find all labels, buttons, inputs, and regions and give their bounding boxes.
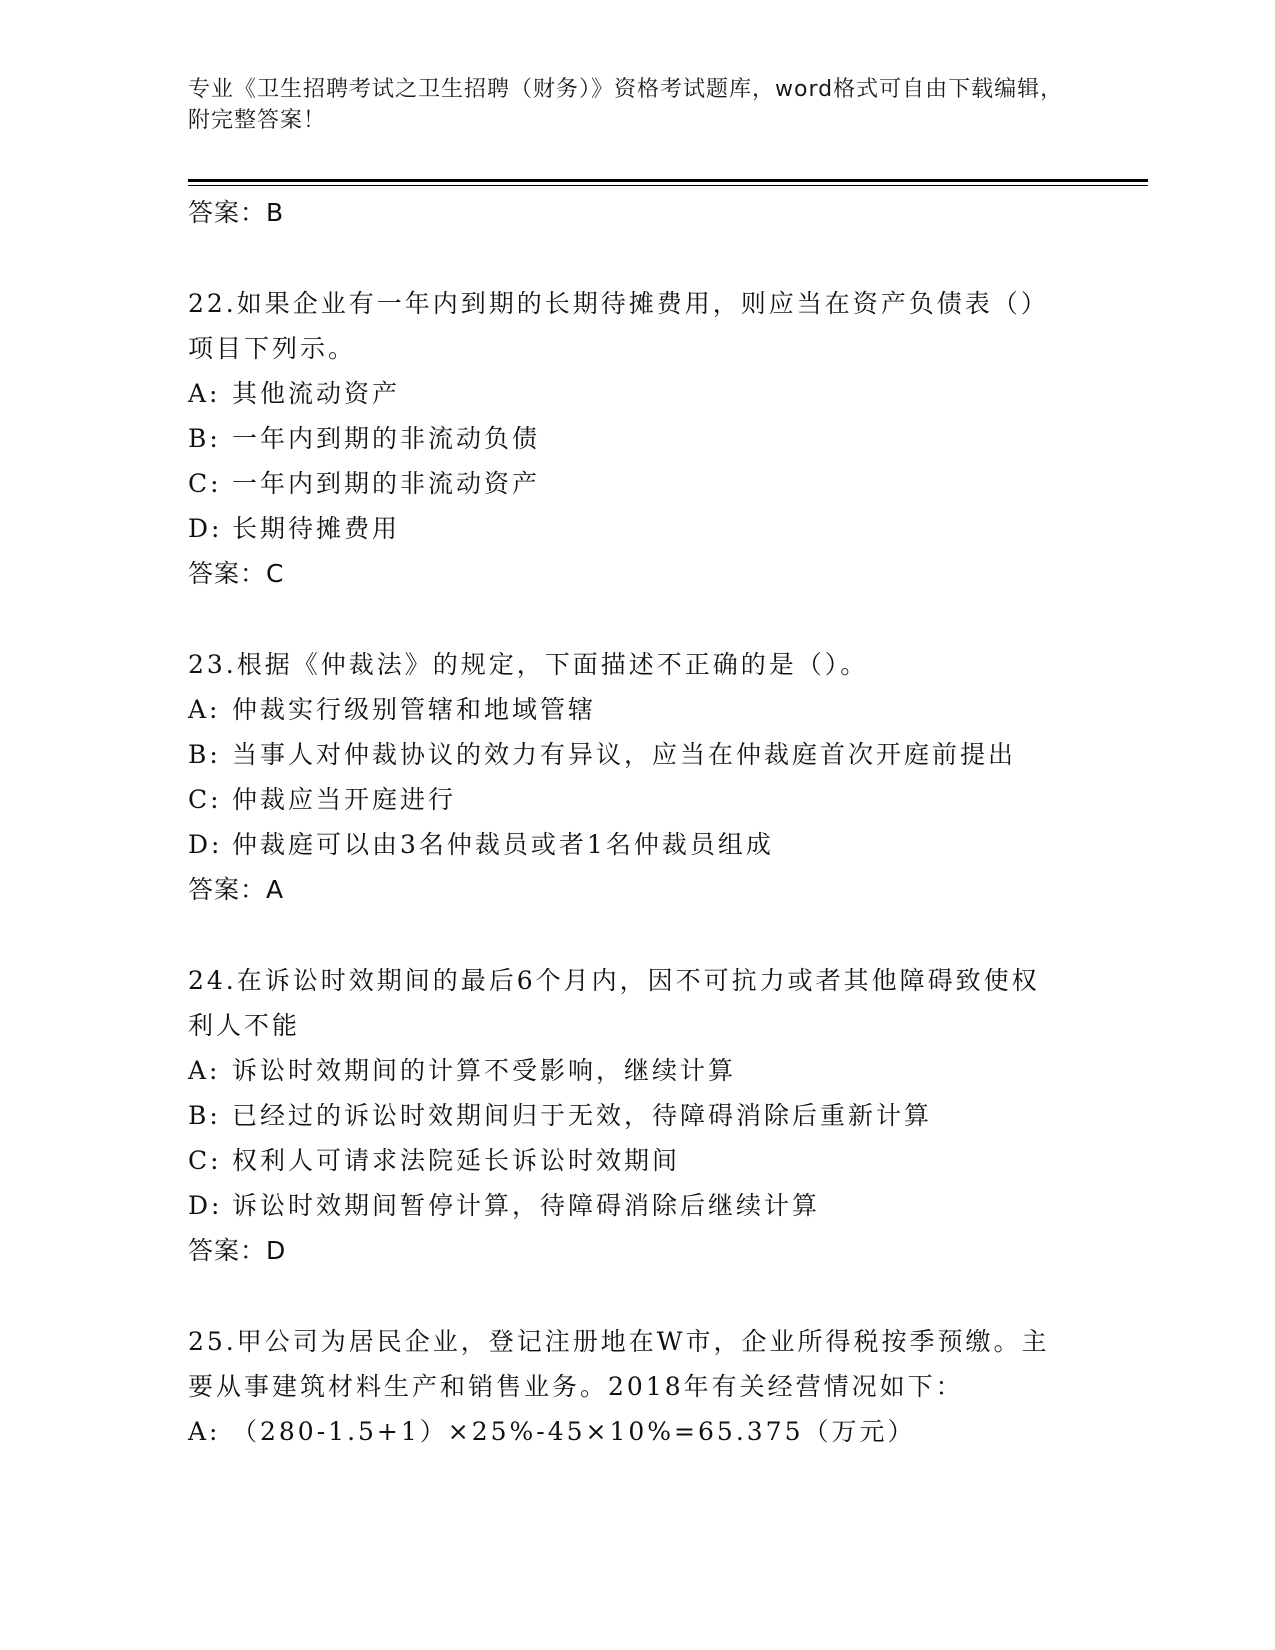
question-text: 项目下列示。 [188,334,357,363]
option-text: 仲裁应当开庭进行 [232,785,457,814]
spacer [188,1274,1128,1319]
spacer [188,597,1128,642]
option-letter: A: [188,379,221,408]
question-block [188,281,1128,597]
option-letter: C: [188,785,222,814]
document-body [188,190,1128,1454]
option-letter: C: [188,469,222,498]
header-divider-thin [188,185,1148,186]
option-text: 诉讼时效期间暂停计算，待障碍消除后继续计算 [232,1191,821,1220]
option-text: （280-1.5+1）×25%-45×10%=65.375（万元） [232,1417,916,1446]
option-letter: B: [188,424,221,453]
question-text: 要从事建筑材料生产和销售业务。2018年有关经营情况如下： [188,1372,964,1401]
option-text: 一年内到期的非流动负债 [232,424,541,453]
question-text: 利人不能 [188,1011,301,1040]
option-a [188,687,1128,732]
question-block [188,958,1128,1274]
answer-line: 答案：A [188,875,285,904]
question-text: 22.如果企业有一年内到期的长期待摊费用，则应当在资产负债表（） [188,289,1049,318]
question-block [188,1319,1128,1454]
question-text: 24.在诉讼时效期间的最后6个月内，因不可抗力或者其他障碍致使权 [188,966,1040,995]
option-text: 诉讼时效期间的计算不受影响，继续计算 [232,1056,737,1085]
option-letter: D: [188,514,223,543]
option-c [188,777,1128,822]
option-c [188,461,1128,506]
answer-line: 答案：D [188,1236,287,1265]
option-letter: D: [188,830,223,859]
option-text: 其他流动资产 [232,379,401,408]
option-text: 权利人可请求法院延长诉讼时效期间 [232,1146,681,1175]
question-text: 25.甲公司为居民企业，登记注册地在W市，企业所得税按季预缴。主 [188,1327,1050,1356]
answer-line: 答案：B [188,198,285,227]
option-d [188,506,1128,551]
option-a [188,1048,1128,1093]
option-text: 长期待摊费用 [232,514,401,543]
spacer [188,913,1128,958]
option-letter: D: [188,1191,223,1220]
option-text: 一年内到期的非流动资产 [232,469,541,498]
option-b [188,732,1128,777]
option-d [188,1183,1128,1228]
answer-line: 答案：C [188,559,285,588]
option-b [188,1093,1128,1138]
header-divider [188,179,1148,182]
option-b [188,416,1128,461]
option-a [188,371,1128,416]
question-text: 23.根据《仲裁法》的规定，下面描述不正确的是（）。 [188,650,869,679]
option-text: 已经过的诉讼时效期间归于无效，待障碍消除后重新计算 [232,1101,933,1130]
document-header: 专业《卫生招聘考试之卫生招聘（财务）》资格考试题库，word格式可自由下载编辑，附完整答案！ [188,77,1064,133]
option-letter: C: [188,1146,222,1175]
option-text: 当事人对仲裁协议的效力有异议，应当在仲裁庭首次开庭前提出 [232,740,1017,769]
option-letter: A: [188,695,221,724]
option-letter: A: [188,1417,221,1446]
option-letter: B: [188,1101,221,1130]
option-c [188,1138,1128,1183]
option-a [188,1409,1128,1454]
spacer [188,236,1128,281]
option-d [188,822,1128,867]
option-text: 仲裁庭可以由3名仲裁员或者1名仲裁员组成 [232,830,774,859]
question-block [188,642,1128,913]
option-letter: A: [188,1056,221,1085]
option-letter: B: [188,740,221,769]
option-text: 仲裁实行级别管辖和地域管辖 [232,695,597,724]
